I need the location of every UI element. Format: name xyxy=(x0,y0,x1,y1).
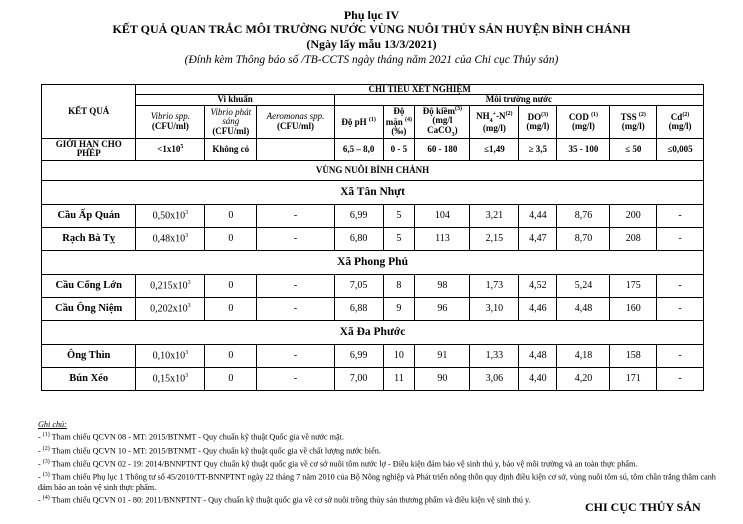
document-title: KẾT QUẢ QUAN TRẮC MÔI TRƯỜNG NƯỚC VÙNG NUÔI THỦY SẢN HUYỆN BÌNH CHÁNH xyxy=(112,22,631,36)
cell-nh4: 1,73 xyxy=(470,274,519,297)
col-alkalinity: Độ kiềm$^{(3)}$ (mg/l CaCO$_3$) xyxy=(415,105,470,138)
cell-aero: - xyxy=(257,344,334,367)
commune-header: Xã Tân Nhựt xyxy=(42,180,704,204)
cell-salinity: 8 xyxy=(383,274,415,297)
cell-ph: 7,00 xyxy=(334,367,383,390)
location-name: Cầu Cống Lớn xyxy=(42,274,136,297)
appendix-label: Phụ lục IV xyxy=(343,8,400,22)
cell-cod: 8,70 xyxy=(557,227,610,250)
cell-salinity: 10 xyxy=(383,344,415,367)
cell-vibrio: $0,15x10^3$ xyxy=(136,367,205,390)
table-row xyxy=(42,344,704,367)
table-row xyxy=(42,204,704,227)
cell-vibrio: $0,50x10^3$ xyxy=(136,204,205,227)
cell-cod: 4,20 xyxy=(557,367,610,390)
col-vibrio-luminous: Vibrio phát sáng (CFU/ml) xyxy=(205,105,257,138)
limit-tss: ≤ 50 xyxy=(610,138,657,160)
cell-tss: 171 xyxy=(610,367,657,390)
cell-cd: - xyxy=(657,297,704,320)
commune-header: Xã Phong Phú xyxy=(42,250,704,274)
cell-aero: - xyxy=(257,297,334,320)
header-water: Môi trường nước xyxy=(334,95,703,105)
cell-ph: 6,80 xyxy=(334,227,383,250)
cell-vlum: 0 xyxy=(205,204,257,227)
attachment-note: (Đính kèm Thông báo số /TB-CCTS ngày tháng năm 2021 của Chi cục Thủy sản) xyxy=(184,54,559,66)
cell-do: 4,44 xyxy=(519,204,557,227)
cell-cod: 5,24 xyxy=(557,274,610,297)
note-item: - $^{(4)}$ Tham chiếu QCVN 01 - 80: 2011/BNNPTNT - Quy chuẩn kỹ thuật quốc gia về cơ sở nuôi trồng thủy sản thương phẩm và điều kiện vệ sinh thú y. xyxy=(38,495,531,506)
cell-vibrio: $0,202x10^3$ xyxy=(136,297,205,320)
cell-vlum: 0 xyxy=(205,367,257,390)
cell-nh4: 3,21 xyxy=(470,204,519,227)
cell-alk: 104 xyxy=(415,204,470,227)
cell-cd: - xyxy=(657,367,704,390)
limit-alkalinity: 60 - 180 xyxy=(415,138,470,160)
table-row xyxy=(42,297,704,320)
cell-nh4: 3,10 xyxy=(470,297,519,320)
col-cd: Cd$^{(2)}$ (mg/l) xyxy=(657,105,704,138)
cell-alk: 98 xyxy=(415,274,470,297)
cell-salinity: 5 xyxy=(383,204,415,227)
col-tss: TSS $^{(2)}$ (mg/l) xyxy=(610,105,657,138)
cell-vlum: 0 xyxy=(205,227,257,250)
cell-vlum: 0 xyxy=(205,297,257,320)
limits-label: GIỚI HẠN CHO PHÉP xyxy=(42,138,136,160)
cell-alk: 90 xyxy=(415,367,470,390)
col-do: DO$^{(3)}$ (mg/l) xyxy=(519,105,557,138)
cell-aero: - xyxy=(257,227,334,250)
cell-salinity: 5 xyxy=(383,227,415,250)
table-row xyxy=(42,227,704,250)
col-cod: COD $^{(1)}$ (mg/l) xyxy=(557,105,610,138)
region-row: VÙNG NUÔI BÌNH CHÁNH xyxy=(42,160,704,180)
note-item: - $^{(3)}$ Tham chiếu Phụ lục 1 Thông tư số 45/2010/TT-BNNPTNT ngày 22 tháng 7 năm 2010 của Bộ Nông nghiệp và Phát triển nông thôn quy định điều kiện cơ sở, vùng nuôi tôm sú, tôm chân trắng thâm canh đảm bảo an toàn vệ sinh thực phẩm. xyxy=(38,471,716,492)
cell-alk: 113 xyxy=(415,227,470,250)
cell-cd: - xyxy=(657,274,704,297)
cell-vibrio: $0,10x10^3$ xyxy=(136,344,205,367)
signature-agency: CHI CỤC THỦY SẢN xyxy=(585,500,701,514)
limits-row xyxy=(42,138,704,160)
note-item: - $^{(1)}$ Tham chiếu QCVN 08 - MT: 2015/BTNMT - Quy chuẩn kỹ thuật Quốc gia về nước mặt. xyxy=(38,432,344,443)
results-table xyxy=(41,84,704,391)
col-nh4: $NH_4^+-N^{(2)}$ (mg/l) xyxy=(470,105,519,138)
cell-tss: 158 xyxy=(610,344,657,367)
cell-cod: 4,48 xyxy=(557,297,610,320)
cell-vlum: 0 xyxy=(205,274,257,297)
cell-cd: - xyxy=(657,344,704,367)
header-indicators: CHỈ TIÊU XÉT NGHIỆM xyxy=(136,85,704,95)
cell-aero: - xyxy=(257,204,334,227)
cell-nh4: 3,06 xyxy=(470,367,519,390)
location-name: Bún Xéo xyxy=(42,367,136,390)
cell-do: 4,47 xyxy=(519,227,557,250)
header-result: KẾT QUẢ xyxy=(42,85,136,139)
limit-cd: ≤0,005 xyxy=(657,138,704,160)
cell-vibrio: $0,215x10^3$ xyxy=(136,274,205,297)
location-name: Ông Thìn xyxy=(42,344,136,367)
cell-ph: 7,05 xyxy=(334,274,383,297)
cell-ph: 6,88 xyxy=(334,297,383,320)
cell-tss: 160 xyxy=(610,297,657,320)
limit-aeromonas xyxy=(257,138,334,160)
cell-vibrio: $0,48x10^3$ xyxy=(136,227,205,250)
cell-alk: 96 xyxy=(415,297,470,320)
cell-tss: 175 xyxy=(610,274,657,297)
note-item: - $^{(3)}$ Tham chiếu QCVN 02 - 19: 2014/BNNPTNT Quy chuẩn kỹ thuật quốc gia về cơ sở nuôi tôm nước lợ - Điều kiện đảm bảo vệ sinh thú y, bảo vệ môi trường và an toàn thực phẩm. xyxy=(38,458,638,469)
table-row xyxy=(42,274,704,297)
col-ph: Độ pH $^{(1)}$ xyxy=(334,105,383,138)
limit-vibrio: $<1x10^5$ xyxy=(136,138,205,160)
cell-nh4: 2,15 xyxy=(470,227,519,250)
cell-ph: 6,99 xyxy=(334,204,383,227)
limit-ph: 6,5 – 8,0 xyxy=(334,138,383,160)
col-salinity: Độ mặn $^{(4)}$ (‰) xyxy=(383,105,415,138)
cell-vlum: 0 xyxy=(205,344,257,367)
limit-salinity: 0 - 5 xyxy=(383,138,415,160)
cell-salinity: 11 xyxy=(383,367,415,390)
cell-cod: 4,18 xyxy=(557,344,610,367)
commune-header: Xã Đa Phước xyxy=(42,320,704,344)
location-name: Cầu Ấp Quán xyxy=(42,204,136,227)
cell-cod: 8,76 xyxy=(557,204,610,227)
cell-nh4: 1,33 xyxy=(470,344,519,367)
cell-do: 4,40 xyxy=(519,367,557,390)
col-aeromonas: Aeromonas spp. (CFU/ml) xyxy=(257,105,334,138)
limit-vibrio-luminous: Không có xyxy=(205,138,257,160)
cell-aero: - xyxy=(257,367,334,390)
cell-tss: 208 xyxy=(610,227,657,250)
location-name: Rạch Bà Tỵ xyxy=(42,227,136,250)
note-item: - $^{(2)}$ Tham chiếu QCVN 10 - MT: 2015/BTNMT - Quy chuẩn kỹ thuật quốc gia về chất lượng nước biển. xyxy=(38,445,381,456)
cell-aero: - xyxy=(257,274,334,297)
header-bacteria: Vi khuẩn xyxy=(136,95,334,105)
col-vibrio: Vibrio spp. (CFU/ml) xyxy=(136,105,205,138)
cell-tss: 200 xyxy=(610,204,657,227)
cell-ph: 6,99 xyxy=(334,344,383,367)
cell-cd: - xyxy=(657,204,704,227)
notes xyxy=(38,420,718,507)
location-name: Cầu Ông Niệm xyxy=(42,297,136,320)
cell-do: 4,48 xyxy=(519,344,557,367)
cell-do: 4,46 xyxy=(519,297,557,320)
notes-list xyxy=(38,430,718,506)
table-row xyxy=(42,367,704,390)
cell-alk: 91 xyxy=(415,344,470,367)
notes-title: Ghi chú: xyxy=(38,420,67,429)
sampling-date: (Ngày lấy mẫu 13/3/2021) xyxy=(306,37,437,51)
limit-cod: 35 - 100 xyxy=(557,138,610,160)
cell-do: 4,52 xyxy=(519,274,557,297)
cell-cd: - xyxy=(657,227,704,250)
limit-nh4: ≤1,49 xyxy=(470,138,519,160)
limit-do: ≥ 3,5 xyxy=(519,138,557,160)
cell-salinity: 9 xyxy=(383,297,415,320)
